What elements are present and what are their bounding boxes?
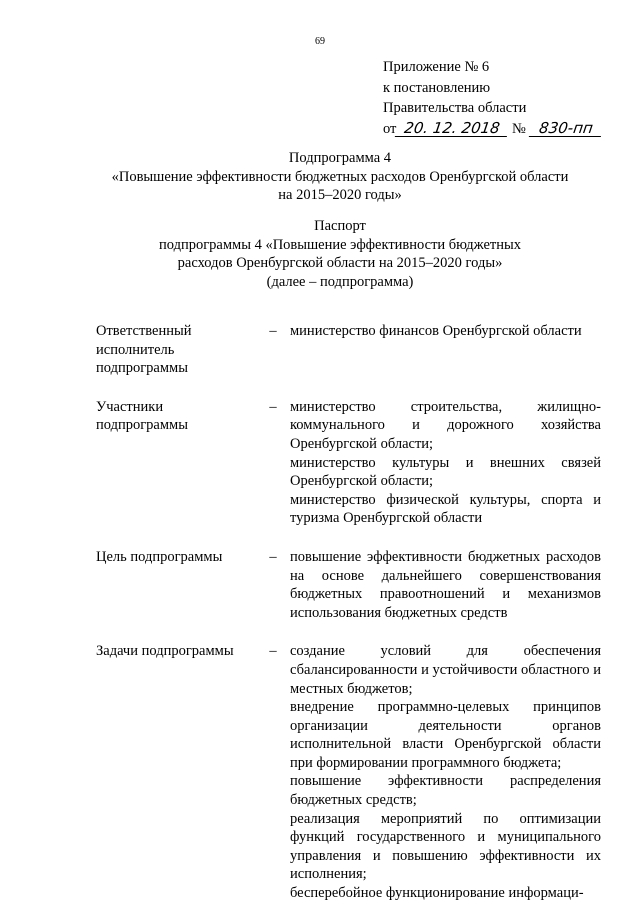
passport-table [96, 322, 601, 923]
appendix-authority: Правительства области [383, 100, 527, 116]
passport-heading [60, 217, 620, 291]
number-label: № [512, 120, 526, 137]
handwritten-number: 830-пп [528, 120, 602, 137]
appendix-title: Приложение № 6 [383, 59, 490, 75]
subprogram-heading [60, 149, 620, 205]
content-paragraph: министерство физической культуры, спорта и туризма Оренбургской области [290, 491, 601, 527]
content-paragraph: создание условий для обеспечения сбалансированности и устойчивости областного и местных бюджетов; [290, 643, 601, 697]
content-paragraph: внедрение программно-целевых принципов организации деятельности органов исполнительной власти Оренбургской области при формировании программного бюджета; [290, 699, 601, 771]
row-dash: – [269, 548, 277, 565]
passport-row [96, 642, 601, 902]
subprogram-heading-line: на 2015–2020 годы» [278, 187, 402, 203]
row-content [290, 322, 601, 378]
passport-heading-line: подпрограммы 4 «Повышение эффективности бюджетных [158, 236, 521, 253]
row-content [290, 398, 601, 528]
content-paragraph: министерство финансов Оренбургской области [290, 323, 582, 339]
handwritten-date: 20. 12. 2018 [395, 120, 509, 137]
passport-row [96, 548, 601, 622]
appendix-block [383, 57, 613, 139]
row-dash: – [269, 643, 277, 660]
appendix-reference: к постановлению [383, 79, 491, 96]
row-content [290, 642, 601, 902]
content-paragraph: повышение эффективности распределения бюджетных средств; [290, 773, 601, 809]
row-label: Цель подпрограммы [96, 548, 223, 565]
passport-row [96, 398, 601, 528]
passport-row [96, 322, 601, 378]
content-paragraph: бесперебойное функционирование информаци- [290, 885, 584, 902]
passport-heading-line: Паспорт [314, 218, 366, 234]
content-paragraph: министерство строительства, жилищно-коммунального и дорожного хозяйства Оренбургской области; [290, 398, 601, 452]
content-paragraph: министерство культуры и внешних связей Оренбургской области; [290, 454, 601, 490]
row-label: Участники подпрограммы [96, 398, 188, 434]
appendix-date-line [383, 119, 613, 140]
subprogram-heading-line: Подпрограмма 4 [288, 150, 392, 166]
row-label: Задачи подпрограммы [96, 643, 234, 660]
content-paragraph: реализация мероприятий по оптимизации функций государственного и муниципального управления и повышению эффективности их исполнения; [290, 810, 601, 883]
row-label: Ответственный исполнитель подпрограммы [96, 323, 192, 377]
page-number: 69 [315, 36, 325, 47]
subprogram-heading-line: «Повышение эффективности бюджетных расходов Оренбургской области [111, 168, 569, 185]
row-content [290, 548, 601, 622]
passport-heading-line: расходов Оренбургской области на 2015–2020 годы» [177, 255, 503, 271]
content-paragraph: повышение эффективности бюджетных расходов на основе дальнейшего совершенствования бюджетных правоотношений и механизмов использования бюджетных средств [290, 548, 601, 621]
date-prefix: от [383, 120, 397, 137]
row-dash: – [269, 398, 277, 415]
row-dash: – [269, 323, 277, 339]
passport-heading-line: (далее – подпрограмма) [266, 273, 414, 290]
